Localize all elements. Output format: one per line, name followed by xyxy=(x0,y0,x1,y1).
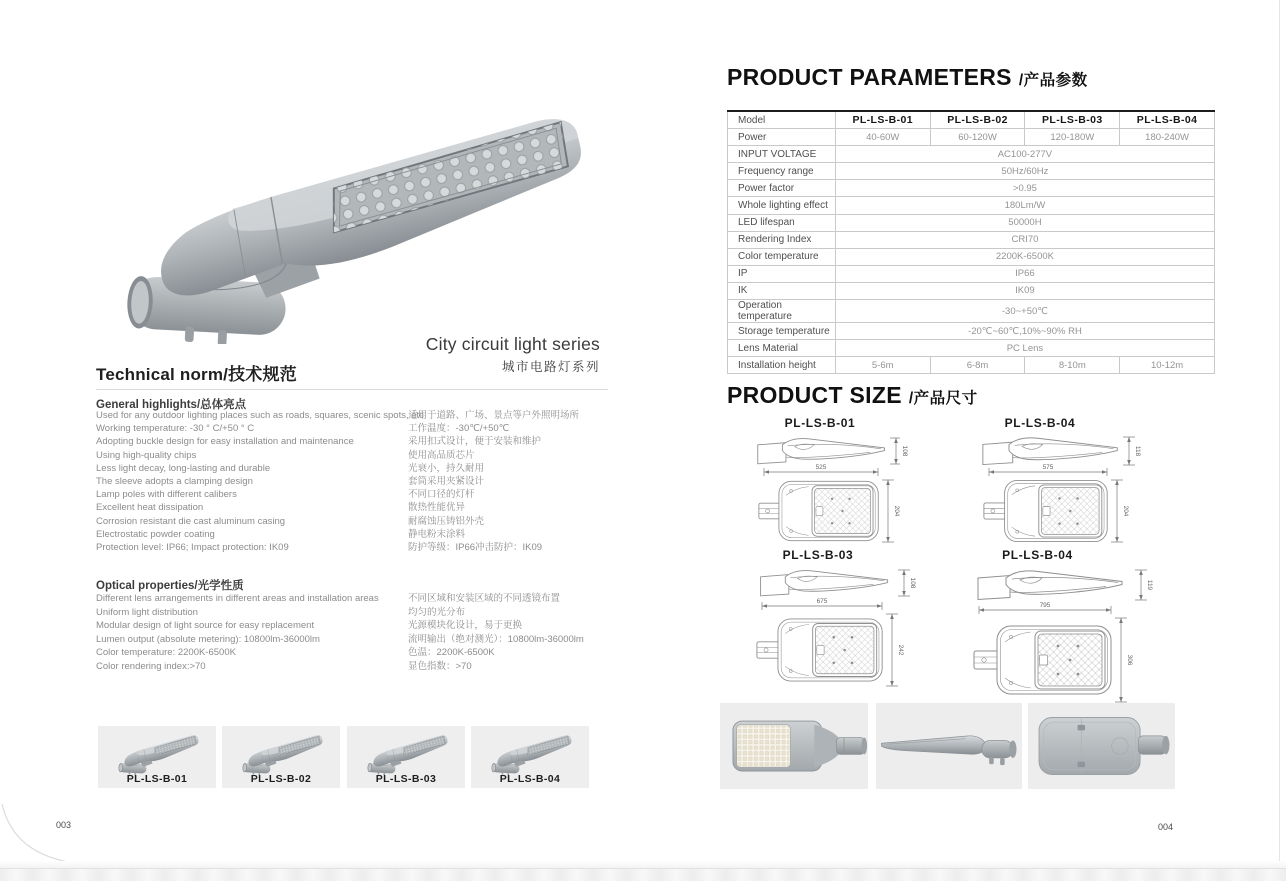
highlight-item-zh: 工作温度：-30℃/+50℃ xyxy=(408,423,510,435)
general-highlights-list-zh xyxy=(408,409,579,554)
drawing-model-label: PL-LS-B-01 xyxy=(784,416,856,430)
table-row xyxy=(728,146,1215,163)
optical-item-en: Modular design of light source for easy replacement xyxy=(96,620,315,631)
row-label: Power xyxy=(728,129,836,146)
product-size-title-zh: /产品尺寸 xyxy=(908,390,978,407)
page-edge-line xyxy=(1279,0,1280,866)
highlight-item-en: Excellent heat dissipation xyxy=(96,502,204,514)
table-row xyxy=(728,197,1215,214)
row-label: IP xyxy=(728,265,836,282)
dimension-top-width: 525 xyxy=(815,464,827,471)
optical-item-en: Color rendering index:>70 xyxy=(96,660,206,672)
photo-side-view xyxy=(876,703,1022,789)
thumbnail-photo xyxy=(230,727,332,775)
general-highlights-list-en xyxy=(96,409,424,554)
dimension-top-depth: 204 xyxy=(893,505,900,517)
table-row xyxy=(728,231,1215,248)
row-label: INPUT VOLTAGE xyxy=(728,146,836,163)
row-value: -30~+50℃ xyxy=(835,300,1214,323)
power-cell: 120-180W xyxy=(1025,129,1120,146)
dimension-top-width: 575 xyxy=(1042,464,1054,471)
power-cell: 40-60W xyxy=(835,129,930,146)
highlight-item-en: Using high-quality chips xyxy=(96,449,197,461)
power-cell: 60-120W xyxy=(930,129,1025,146)
thumbnail-label: PL-LS-B-03 xyxy=(375,773,437,785)
optical-item-zh: 色温：2200K-6500K xyxy=(408,647,495,658)
highlight-item-zh: 光衰小，持久耐用 xyxy=(408,462,485,474)
table-row-model xyxy=(728,111,1215,129)
highlight-item-zh: 散热性能优异 xyxy=(408,502,466,514)
optical-properties-list-en xyxy=(96,592,379,673)
height-cell: 10-12m xyxy=(1120,357,1215,374)
dimension-top-depth: 306 xyxy=(1126,654,1133,666)
series-title-en: City circuit light series xyxy=(425,334,600,354)
table-row xyxy=(728,214,1215,231)
size-drawing-03 xyxy=(748,562,933,702)
series-title xyxy=(426,334,600,375)
height-cell: 6-8m xyxy=(930,357,1025,374)
row-value: CRI70 xyxy=(835,231,1214,248)
model-thumbnail-01 xyxy=(98,726,216,788)
thumbnail-photo xyxy=(106,727,208,775)
thumbnail-photo xyxy=(355,727,457,775)
table-row xyxy=(728,248,1215,265)
optical-item-en: Uniform light distribution xyxy=(96,606,198,618)
row-label: Model xyxy=(728,111,836,129)
highlight-item-zh: 采用扣式设计，便于安装和维护 xyxy=(408,436,542,448)
table-row-installation-height xyxy=(728,357,1215,374)
row-label: Frequency range xyxy=(728,163,836,180)
dimension-top-depth: 242 xyxy=(897,644,904,656)
height-cell: 8-10m xyxy=(1025,357,1120,374)
power-cell: 180-240W xyxy=(1120,129,1215,146)
row-value: 180Lm/W xyxy=(835,197,1214,214)
drawing-model-label: PL-LS-B-03 xyxy=(782,548,854,562)
highlight-item-zh: 适用于道路、广场、景点等户外照明场所 xyxy=(408,410,580,421)
dimension-side-height: 119 xyxy=(1146,579,1153,591)
thumbnail-label: PL-LS-B-04 xyxy=(499,773,561,785)
row-label: Rendering Index xyxy=(728,231,836,248)
photo-back-view xyxy=(1028,703,1175,789)
highlight-item-en: Electrostatic powder coating xyxy=(96,528,215,540)
product-parameters-title-zh: /产品参数 xyxy=(1018,72,1088,89)
dimension-top-depth: 204 xyxy=(1122,505,1129,517)
front-view-photo xyxy=(720,703,868,789)
parameters-table xyxy=(727,110,1215,374)
general-highlights-heading: General highlights/总体亮点 xyxy=(96,399,247,411)
row-label: Power factor xyxy=(728,180,836,197)
row-value: IP66 xyxy=(835,265,1214,282)
table-row xyxy=(728,282,1215,299)
row-value: >0.95 xyxy=(835,180,1214,197)
optical-item-zh: 均匀的光分布 xyxy=(408,606,466,618)
model-cell: PL-LS-B-01 xyxy=(835,111,930,129)
photo-front-view xyxy=(720,703,868,789)
dimension-top-width: 795 xyxy=(1039,602,1051,609)
model-thumbnail-02 xyxy=(222,726,340,788)
optical-item-en: Color temperature: 2200K-6500K xyxy=(96,647,236,658)
highlight-item-zh: 套筒采用夹紧设计 xyxy=(408,476,485,488)
row-value: IK09 xyxy=(835,282,1214,299)
dimension-side-height: 108 xyxy=(909,577,916,589)
page-corner-curl xyxy=(0,796,90,870)
dimension-top-width: 675 xyxy=(816,598,828,605)
drawing-model-label: PL-LS-B-04 xyxy=(1004,416,1076,430)
product-size-heading xyxy=(727,382,978,409)
optical-item-zh: 显色指数：>70 xyxy=(408,660,472,672)
height-cell: 5-6m xyxy=(835,357,930,374)
model-thumbnail-03 xyxy=(347,726,465,788)
highlight-item-en: Corrosion resistant die cast aluminum casing xyxy=(96,515,286,527)
table-row xyxy=(728,323,1215,340)
back-view-photo xyxy=(1028,703,1175,789)
highlight-item-en: Lamp poles with different calibers xyxy=(96,489,237,501)
row-value: AC100-277V xyxy=(835,146,1214,163)
optical-item-en: Lumen output (absolute metering): 10800lm-36000lm xyxy=(96,633,320,645)
product-parameters-title: PRODUCT PARAMETERS xyxy=(727,64,1012,90)
row-label: IK xyxy=(728,282,836,299)
highlight-item-zh: 不同口径的灯杆 xyxy=(408,489,475,501)
highlight-item-en: Protection level: IP66; Impact protection: IK09 xyxy=(96,542,289,554)
series-title-zh: 城市电路灯系列 xyxy=(501,360,600,374)
highlight-item-en: Less light decay, long-lasting and durable xyxy=(96,462,271,474)
page-stack-shadow xyxy=(0,861,1286,868)
table-row-power xyxy=(728,129,1215,146)
row-value: 2200K-6500K xyxy=(835,248,1214,265)
row-label: Installation height xyxy=(728,357,836,374)
section-title-technical-norm: Technical norm/技术规范 xyxy=(96,365,297,384)
optical-properties-list-zh xyxy=(408,592,584,673)
side-view-photo xyxy=(876,703,1022,789)
optical-item-zh: 流明输出（绝对测光）：10800lm-36000lm xyxy=(408,633,584,645)
section-divider xyxy=(96,389,608,390)
model-thumbnail-04 xyxy=(471,726,589,788)
size-drawing-01 xyxy=(750,430,925,550)
optical-item-zh: 不同区域和安装区域的不同透镜布置 xyxy=(408,593,561,604)
optical-properties-heading: Optical properties/光学性质 xyxy=(96,580,244,592)
row-value: 50Hz/60Hz xyxy=(835,163,1214,180)
model-cell: PL-LS-B-03 xyxy=(1025,111,1120,129)
dimension-side-height: 108 xyxy=(901,445,908,457)
highlight-item-zh: 防护等级：IP66冲击防护：IK09 xyxy=(408,542,543,554)
optical-item-en: Different lens arrangements in different areas and installation areas xyxy=(96,593,379,604)
row-label: Whole lighting effect xyxy=(728,197,836,214)
table-row xyxy=(728,265,1215,282)
highlight-item-en: Adopting buckle design for easy installation and maintenance xyxy=(96,436,354,448)
product-parameters-heading xyxy=(727,64,1088,91)
thumbnail-photo xyxy=(479,727,581,775)
dimension-side-height: 118 xyxy=(1134,445,1141,457)
highlight-item-zh: 静电粉末涂料 xyxy=(408,528,466,540)
product-size-title: PRODUCT SIZE xyxy=(727,382,902,408)
row-value: PC Lens xyxy=(835,340,1214,357)
size-drawing-04 xyxy=(965,562,1170,712)
page-stack-edges xyxy=(0,868,1286,881)
size-drawing-02 xyxy=(975,430,1160,550)
page-number-left: 003 xyxy=(56,820,72,830)
highlight-item-en: Working temperature: -30 ° C/+50 ° C xyxy=(96,423,255,435)
model-cell: PL-LS-B-02 xyxy=(930,111,1025,129)
table-row xyxy=(728,180,1215,197)
row-label: LED lifespan xyxy=(728,214,836,231)
table-row xyxy=(728,340,1215,357)
hero-product-photo xyxy=(88,72,603,344)
model-cell: PL-LS-B-04 xyxy=(1120,111,1215,129)
row-value: 50000H xyxy=(835,214,1214,231)
row-label: Storage temperature xyxy=(728,323,836,340)
highlight-item-zh: 使用高品质芯片 xyxy=(408,449,475,461)
highlight-item-en: Used for any outdoor lighting places such as roads, squares, scenic spots, etc xyxy=(96,410,424,421)
table-row xyxy=(728,163,1215,180)
drawing-model-label: PL-LS-B-04 xyxy=(1002,548,1073,562)
table-row xyxy=(728,300,1215,323)
row-label: Color temperature xyxy=(728,248,836,265)
highlight-item-zh: 耐腐蚀压铸铝外壳 xyxy=(408,515,485,527)
highlight-item-en: The sleeve adopts a clamping design xyxy=(96,476,253,488)
thumbnail-label: PL-LS-B-02 xyxy=(250,773,312,785)
optical-item-zh: 光源模块化设计，易于更换 xyxy=(408,620,523,631)
thumbnail-label: PL-LS-B-01 xyxy=(126,773,188,785)
page-number-right: 004 xyxy=(1158,822,1174,832)
row-value: -20℃~60℃,10%~90% RH xyxy=(835,323,1214,340)
row-label: Lens Material xyxy=(728,340,836,357)
row-label: Operation temperature xyxy=(728,300,836,323)
